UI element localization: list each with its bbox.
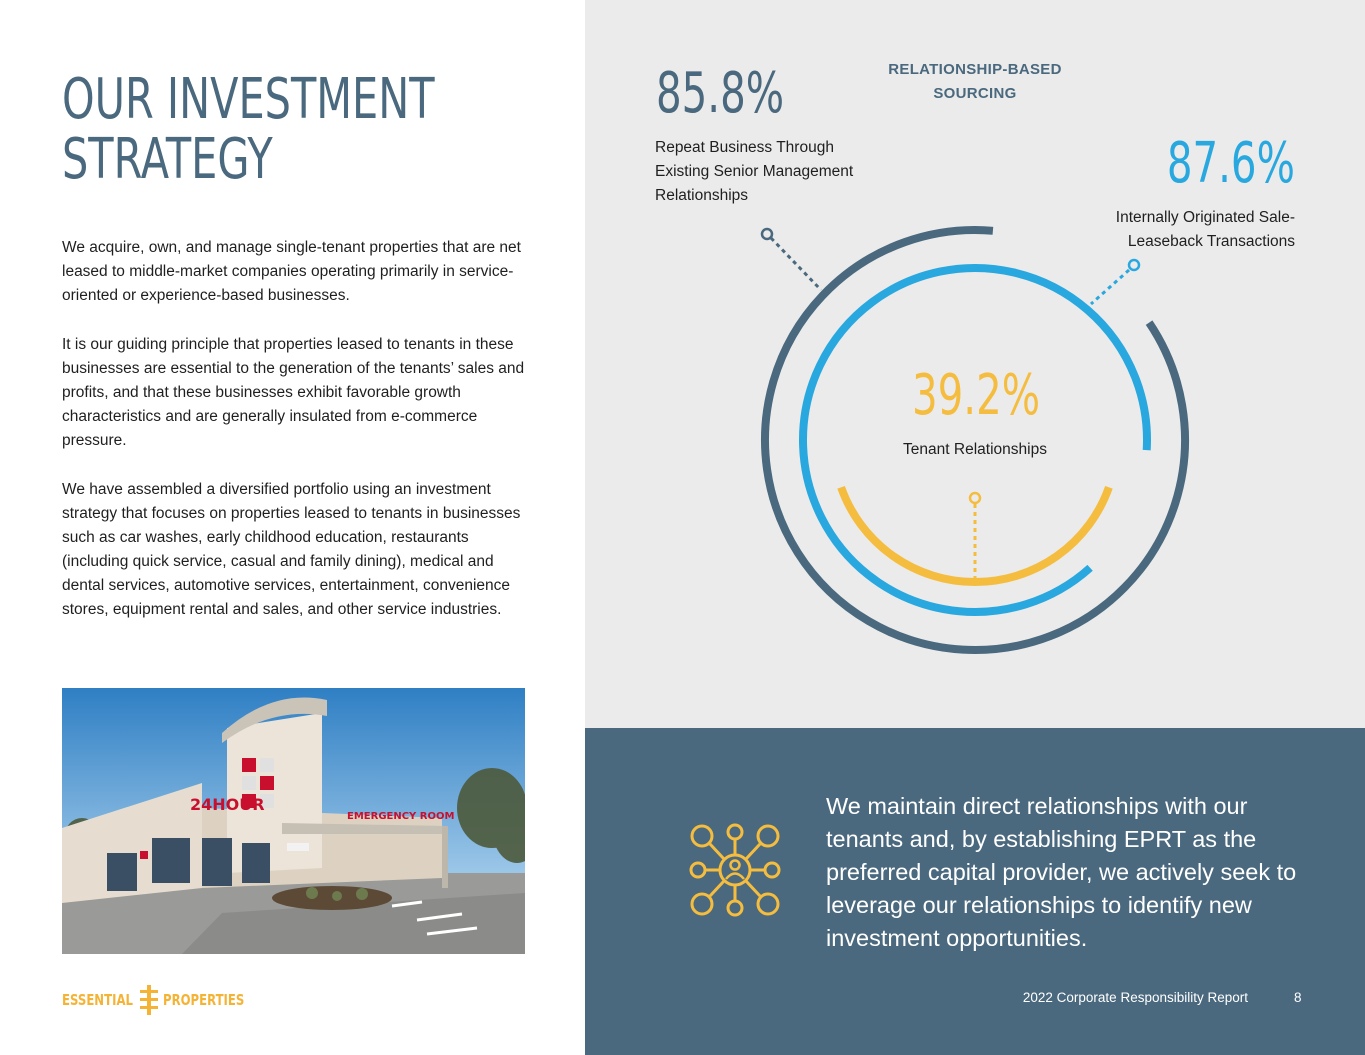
page-title-line1: OUR INVESTMENT	[62, 67, 435, 132]
sourcing-heading: RELATIONSHIP-BASED SOURCING	[888, 61, 1062, 102]
network-people-icon	[688, 822, 782, 918]
stat-tenant-relationships-label: Tenant Relationships	[903, 441, 1047, 458]
stat-repeat-business-label: Repeat Business Through Existing Senior Management Relationships	[655, 139, 854, 204]
paragraph-principle: It is our guiding principle that properties leased to tenants in these businesses are essential to the generation of the tenants’ sales and profits, and that these businesses exhibit favorable growth characteristics and are generally insulated from e-commerce pressure.	[62, 336, 525, 449]
stat-tenant-relationships-value: 39.2%	[912, 363, 1041, 428]
logo-word-essential: ESSENTIAL	[62, 991, 133, 1009]
page-title	[62, 67, 435, 192]
paragraph-portfolio: We have assembled a diversified portfolio using an investment strategy that focuses on properties leased to tenants in businesses such as car washes, early childhood education, restaurants (including quick service, casual and family dining), medical and dental services, automotive services, entertainment, convenience stores, equipment rental and sales, and other service industries.	[62, 481, 521, 618]
leader-sale-leaseback	[1091, 260, 1139, 304]
footer-report-title: 2022 Corporate Responsibility Report	[1022, 990, 1248, 1005]
company-logo	[62, 985, 267, 1015]
logo-mark-icon	[139, 985, 159, 1015]
page-title-line2: STRATEGY	[62, 127, 273, 192]
property-photo	[62, 688, 525, 954]
stat-repeat-business-value: 85.8%	[656, 61, 785, 126]
sign-emergency-room: EMERGENCY ROOM	[347, 811, 455, 822]
page-number: 8	[1294, 990, 1302, 1005]
leader-tenant-relationships	[970, 493, 980, 582]
stat-sale-leaseback-value: 87.6%	[1166, 131, 1295, 196]
stat-sale-leaseback-label: Internally Originated Sale-Leaseback Transactions	[1115, 209, 1295, 250]
paragraph-intro: We acquire, own, and manage single-tenant properties that are net leased to middle-market companies operating primarily in service-oriented or experience-based businesses.	[62, 239, 521, 304]
logo-word-properties: PROPERTIES	[162, 991, 245, 1009]
callout-text: We maintain direct relationships with our tenants and, by establishing EPRT as the preferred capital provider, we actively seek to leverage our relationships to identify new investment opportunities.	[826, 793, 1297, 951]
sign-24hour: 24HOUR	[190, 795, 265, 814]
leader-repeat-business	[762, 229, 821, 290]
